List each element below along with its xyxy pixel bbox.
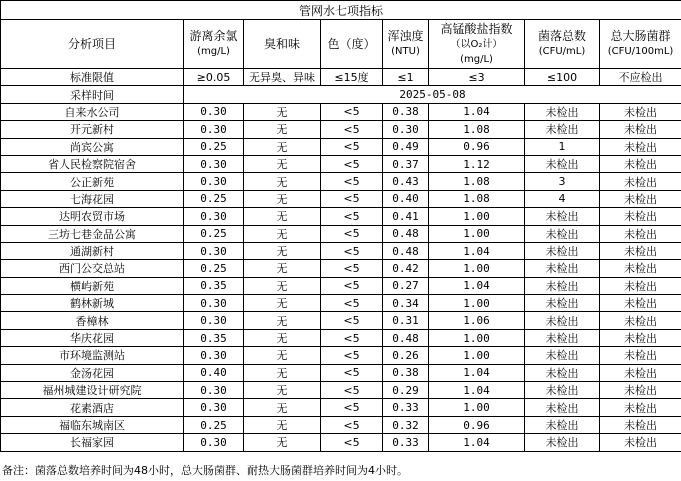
cell-site: 横屿新苑 xyxy=(1,277,184,294)
header-analysis-item-line1: 分析项目 xyxy=(67,36,116,51)
cell-chlorine: 0.25 xyxy=(184,190,244,207)
header-free-chlorine xyxy=(184,20,244,69)
cell-odor: 无 xyxy=(244,173,321,190)
cell-coliform: 未检出 xyxy=(600,260,681,277)
cell-site: 开元新村 xyxy=(1,121,184,138)
cell-cod: 1.08 xyxy=(429,121,525,138)
cell-site: 金汤花园 xyxy=(1,364,184,381)
cell-color: <5 xyxy=(321,260,383,277)
table-row xyxy=(1,242,681,259)
table-row xyxy=(1,208,681,225)
cell-colony: 未检出 xyxy=(525,364,600,381)
table-row xyxy=(1,382,681,399)
cell-coliform: 未检出 xyxy=(600,138,681,155)
header-odor-taste xyxy=(244,20,321,69)
table-row xyxy=(1,155,681,172)
cell-color: <5 xyxy=(321,190,383,207)
cell-cod: 1.00 xyxy=(429,260,525,277)
cell-site: 福临东城南区 xyxy=(1,416,184,433)
cell-colony: 未检出 xyxy=(525,399,600,416)
cell-coliform: 未检出 xyxy=(600,190,681,207)
cell-turbidity: 0.37 xyxy=(383,155,429,172)
table-row xyxy=(1,399,681,416)
cell-chlorine: 0.30 xyxy=(184,173,244,190)
cell-chlorine: 0.30 xyxy=(184,155,244,172)
cell-chlorine: 0.25 xyxy=(184,260,244,277)
sampling-label: 采样时间 xyxy=(1,86,184,103)
header-odor-taste-line1: 臭和味 xyxy=(263,36,300,51)
cell-colony: 未检出 xyxy=(525,225,600,242)
cell-odor: 无 xyxy=(244,121,321,138)
cell-coliform: 未检出 xyxy=(600,295,681,312)
table-row xyxy=(1,434,681,451)
cell-turbidity: 0.42 xyxy=(383,260,429,277)
cell-chlorine: 0.25 xyxy=(184,416,244,433)
cell-color: <5 xyxy=(321,103,383,120)
cell-odor: 无 xyxy=(244,434,321,451)
footnote: 备注：菌落总数培养时间为48小时，总大肠菌群、耐热大肠菌群培养时间为4小时。 xyxy=(2,464,408,477)
cell-color: <5 xyxy=(321,312,383,329)
cell-turbidity: 0.33 xyxy=(383,434,429,451)
table-row xyxy=(1,347,681,364)
cell-cod: 1.00 xyxy=(429,208,525,225)
cell-odor: 无 xyxy=(244,103,321,120)
cell-turbidity: 0.30 xyxy=(383,121,429,138)
cell-colony: 未检出 xyxy=(525,103,600,120)
cell-odor: 无 xyxy=(244,364,321,381)
cell-chlorine: 0.35 xyxy=(184,329,244,346)
cell-cod: 1.04 xyxy=(429,364,525,381)
cell-turbidity: 0.38 xyxy=(383,103,429,120)
cell-chlorine: 0.30 xyxy=(184,121,244,138)
cell-colony: 未检出 xyxy=(525,329,600,346)
table-title: 管网水七项指标 xyxy=(1,1,681,20)
cell-chlorine: 0.30 xyxy=(184,399,244,416)
header-free-chlorine-line1: 游离余氯 xyxy=(189,29,238,43)
cell-site: 自来水公司 xyxy=(1,103,184,120)
cell-turbidity: 0.26 xyxy=(383,347,429,364)
cell-coliform: 未检出 xyxy=(600,399,681,416)
cell-coliform: 未检出 xyxy=(600,121,681,138)
table-row xyxy=(1,312,681,329)
table-row xyxy=(1,364,681,381)
cell-colony: 未检出 xyxy=(525,416,600,433)
table-row xyxy=(1,295,681,312)
cell-coliform: 未检出 xyxy=(600,347,681,364)
cell-turbidity: 0.48 xyxy=(383,225,429,242)
cell-color: <5 xyxy=(321,399,383,416)
cell-site: 华庆花园 xyxy=(1,329,184,346)
cell-chlorine: 0.30 xyxy=(184,312,244,329)
cell-color: <5 xyxy=(321,155,383,172)
cell-site: 花素酒店 xyxy=(1,399,184,416)
cell-coliform: 未检出 xyxy=(600,173,681,190)
cell-odor: 无 xyxy=(244,329,321,346)
cell-color: <5 xyxy=(321,416,383,433)
table-row xyxy=(1,329,681,346)
cell-coliform: 未检出 xyxy=(600,155,681,172)
cell-colony: 1 xyxy=(525,138,600,155)
header-analysis-item xyxy=(1,20,184,69)
cell-coliform: 未检出 xyxy=(600,277,681,294)
cell-cod: 1.00 xyxy=(429,347,525,364)
cell-turbidity: 0.40 xyxy=(383,190,429,207)
cell-colony: 未检出 xyxy=(525,208,600,225)
header-permanganate-index xyxy=(429,20,525,69)
table-row xyxy=(1,121,681,138)
cell-cod: 1.04 xyxy=(429,382,525,399)
cell-coliform: 未检出 xyxy=(600,312,681,329)
header-colony-count xyxy=(525,20,600,69)
cell-turbidity: 0.48 xyxy=(383,329,429,346)
sampling-date: 2025-05-08 xyxy=(184,86,681,103)
cell-color: <5 xyxy=(321,277,383,294)
standard-cod: ≤3 xyxy=(429,69,525,86)
cell-chlorine: 0.30 xyxy=(184,382,244,399)
cell-cod: 1.08 xyxy=(429,190,525,207)
cell-cod: 1.04 xyxy=(429,277,525,294)
cell-color: <5 xyxy=(321,364,383,381)
cell-cod: 0.96 xyxy=(429,138,525,155)
cell-colony: 未检出 xyxy=(525,121,600,138)
table-row xyxy=(1,416,681,433)
cell-color: <5 xyxy=(321,242,383,259)
cell-chlorine: 0.35 xyxy=(184,277,244,294)
cell-odor: 无 xyxy=(244,138,321,155)
header-color-degree xyxy=(321,20,383,69)
header-colony-count-line1: 菌落总数 xyxy=(537,29,586,43)
cell-color: <5 xyxy=(321,329,383,346)
standard-coliform: 不应检出 xyxy=(600,69,681,86)
cell-site: 公正新苑 xyxy=(1,173,184,190)
cell-coliform: 未检出 xyxy=(600,225,681,242)
cell-colony: 未检出 xyxy=(525,155,600,172)
header-turbidity-line2: (NTU) xyxy=(391,46,420,57)
cell-site: 长福家园 xyxy=(1,434,184,451)
cell-colony: 未检出 xyxy=(525,347,600,364)
cell-chlorine: 0.30 xyxy=(184,103,244,120)
cell-turbidity: 0.29 xyxy=(383,382,429,399)
header-colony-count-line2: (CFU/mL) xyxy=(538,46,586,57)
header-free-chlorine-line2: (mg/L) xyxy=(197,46,230,57)
cell-site: 香樟林 xyxy=(1,312,184,329)
cell-coliform: 未检出 xyxy=(600,329,681,346)
cell-coliform: 未检出 xyxy=(600,434,681,451)
cell-odor: 无 xyxy=(244,399,321,416)
header-turbidity-line1: 浑浊度 xyxy=(387,29,424,43)
cell-turbidity: 0.41 xyxy=(383,208,429,225)
cell-odor: 无 xyxy=(244,260,321,277)
header-permanganate-index-line3: (mg/L) xyxy=(460,53,493,65)
cell-chlorine: 0.25 xyxy=(184,138,244,155)
cell-chlorine: 0.30 xyxy=(184,208,244,225)
cell-colony: 未检出 xyxy=(525,382,600,399)
cell-odor: 无 xyxy=(244,225,321,242)
cell-chlorine: 0.30 xyxy=(184,434,244,451)
standard-color: ≤15度 xyxy=(321,69,383,86)
standard-row xyxy=(1,69,681,86)
cell-coliform: 未检出 xyxy=(600,103,681,120)
header-total-coliform-line1: 总大肠菌群 xyxy=(610,29,671,43)
cell-chlorine: 0.25 xyxy=(184,225,244,242)
cell-colony: 4 xyxy=(525,190,600,207)
table-row xyxy=(1,138,681,155)
cell-turbidity: 0.33 xyxy=(383,399,429,416)
cell-color: <5 xyxy=(321,225,383,242)
cell-chlorine: 0.30 xyxy=(184,295,244,312)
cell-site: 西门公交总站 xyxy=(1,260,184,277)
table-row xyxy=(1,103,681,120)
cell-turbidity: 0.48 xyxy=(383,242,429,259)
sampling-row xyxy=(1,86,681,103)
cell-cod: 1.12 xyxy=(429,155,525,172)
cell-odor: 无 xyxy=(244,416,321,433)
cell-chlorine: 0.30 xyxy=(184,242,244,259)
cell-chlorine: 0.30 xyxy=(184,347,244,364)
cell-site: 达明农贸市场 xyxy=(1,208,184,225)
cell-coliform: 未检出 xyxy=(600,208,681,225)
cell-colony: 未检出 xyxy=(525,295,600,312)
standard-colony: ≤100 xyxy=(525,69,600,86)
cell-site: 市环境监测站 xyxy=(1,347,184,364)
cell-color: <5 xyxy=(321,208,383,225)
cell-odor: 无 xyxy=(244,295,321,312)
cell-site: 福州城建设计研究院 xyxy=(1,382,184,399)
cell-site: 七海花园 xyxy=(1,190,184,207)
cell-site: 省人民检察院宿舍 xyxy=(1,155,184,172)
standard-turbidity: ≤1 xyxy=(383,69,429,86)
cell-color: <5 xyxy=(321,138,383,155)
cell-turbidity: 0.49 xyxy=(383,138,429,155)
cell-coliform: 未检出 xyxy=(600,416,681,433)
cell-odor: 无 xyxy=(244,190,321,207)
cell-cod: 1.04 xyxy=(429,103,525,120)
table-row xyxy=(1,190,681,207)
cell-cod: 1.04 xyxy=(429,242,525,259)
cell-chlorine: 0.40 xyxy=(184,364,244,381)
table-row xyxy=(1,277,681,294)
cell-turbidity: 0.32 xyxy=(383,416,429,433)
cell-colony: 未检出 xyxy=(525,260,600,277)
header-color-degree-line1: 色（度） xyxy=(327,36,376,51)
cell-color: <5 xyxy=(321,295,383,312)
cell-cod: 1.06 xyxy=(429,312,525,329)
cell-odor: 无 xyxy=(244,242,321,259)
header-total-coliform-line2: (CFU/100mL) xyxy=(607,46,674,57)
table-row xyxy=(1,173,681,190)
cell-cod: 1.00 xyxy=(429,399,525,416)
cell-turbidity: 0.27 xyxy=(383,277,429,294)
table-row xyxy=(1,260,681,277)
cell-coliform: 未检出 xyxy=(600,382,681,399)
cell-site: 三坊七巷金品公寓 xyxy=(1,225,184,242)
cell-colony: 未检出 xyxy=(525,242,600,259)
cell-turbidity: 0.34 xyxy=(383,295,429,312)
table-row xyxy=(1,225,681,242)
cell-site: 鹤林新城 xyxy=(1,295,184,312)
cell-turbidity: 0.38 xyxy=(383,364,429,381)
cell-cod: 1.00 xyxy=(429,225,525,242)
cell-cod: 1.00 xyxy=(429,295,525,312)
header-total-coliform xyxy=(600,20,681,69)
cell-coliform: 未检出 xyxy=(600,364,681,381)
cell-cod: 0.96 xyxy=(429,416,525,433)
cell-colony: 未检出 xyxy=(525,277,600,294)
cell-odor: 无 xyxy=(244,155,321,172)
standard-label: 标准限值 xyxy=(1,69,184,86)
header-permanganate-index-line2: （以O₂计） xyxy=(450,38,503,50)
cell-cod: 1.08 xyxy=(429,173,525,190)
cell-cod: 1.00 xyxy=(429,329,525,346)
cell-color: <5 xyxy=(321,173,383,190)
cell-coliform: 未检出 xyxy=(600,242,681,259)
cell-cod: 1.04 xyxy=(429,434,525,451)
cell-color: <5 xyxy=(321,347,383,364)
cell-odor: 无 xyxy=(244,312,321,329)
cell-odor: 无 xyxy=(244,382,321,399)
cell-turbidity: 0.31 xyxy=(383,312,429,329)
cell-color: <5 xyxy=(321,434,383,451)
cell-colony: 3 xyxy=(525,173,600,190)
cell-odor: 无 xyxy=(244,347,321,364)
cell-color: <5 xyxy=(321,382,383,399)
standard-chlorine: ≥0.05 xyxy=(184,69,244,86)
cell-turbidity: 0.43 xyxy=(383,173,429,190)
cell-color: <5 xyxy=(321,121,383,138)
header-permanganate-index-line1: 高锰酸盐指数 xyxy=(440,21,513,36)
standard-odor: 无异臭、异味 xyxy=(244,69,321,86)
cell-odor: 无 xyxy=(244,277,321,294)
cell-site: 尚宾公寓 xyxy=(1,138,184,155)
cell-colony: 未检出 xyxy=(525,434,600,451)
header-turbidity xyxy=(383,20,429,69)
cell-odor: 无 xyxy=(244,208,321,225)
cell-site: 通湖新村 xyxy=(1,242,184,259)
cell-colony: 未检出 xyxy=(525,312,600,329)
